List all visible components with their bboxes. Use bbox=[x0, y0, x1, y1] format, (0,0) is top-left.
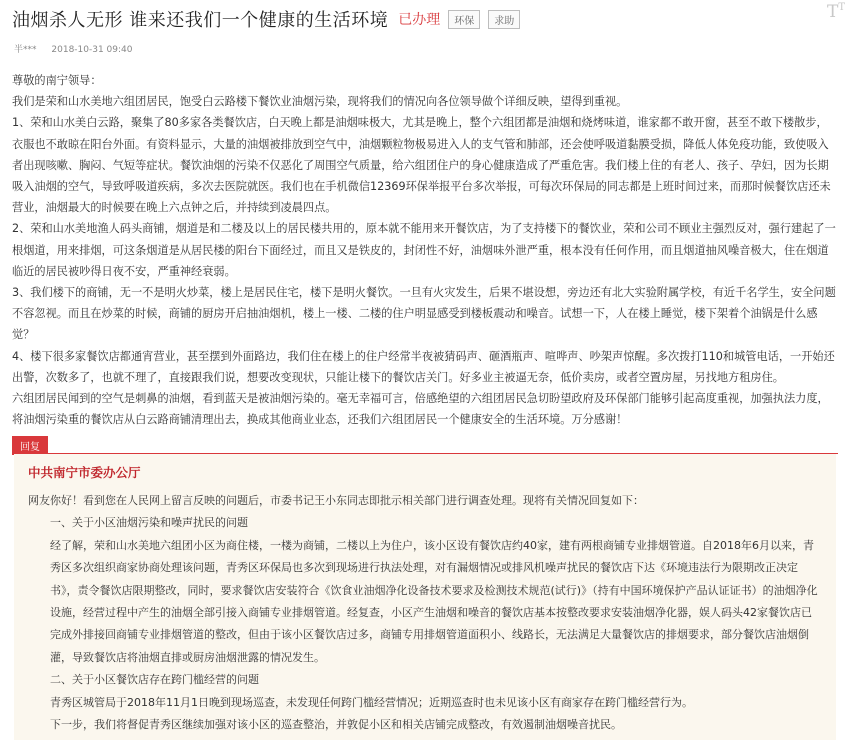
post-meta bbox=[14, 42, 145, 55]
letter-paragraph: 我们是荣和山水美地六组团居民，饱受白云路楼下餐饮业油烟污染，现将我们的情况向各位领导做个详细反映，望得到重视。 bbox=[12, 95, 628, 109]
reply-section bbox=[14, 454, 836, 740]
letter-paragraph: 尊敬的南宁领导： bbox=[12, 74, 102, 87]
reply-paragraph: 下一步，我们将督促青秀区继续加强对该小区的巡查整治，并敦促小区和相关店铺完成整改，有效遏制油烟噪音扰民。 bbox=[50, 718, 622, 732]
font-size-icon[interactable]: $T^T$ bbox=[826, 2, 845, 22]
reply-tab: 回复 bbox=[12, 436, 48, 455]
reply-paragraph: 经了解，荣和山水美地六组团小区为商住楼，一楼为商铺，二楼以上为住户，该小区设有餐饮店约40家，建有两根商铺专业排烟管道。自2018年6月以来，青秀区多次组织商家协商处理该问题，青秀区环保局也多次到现场进行执法处理，对有漏烟情况或排风机噪声扰民的餐饮店下达《环境违法行为限期改正决定书》，责令餐饮店限期整改，同时，要求餐饮店安装符合《饮食业油烟净化设备技术要求及检测技术规范(试行)》（持有中国环境保护产品认证证书）的油烟净化设施，经营过程中产生的油烟全部引接入商铺专业排烟管道。经复查，小区产生油烟和噪音的餐饮店基本按整改要求安装油烟净化器，娱人码头42家餐饮店已完成外排接回商铺专业排烟管道的整改，但由于该小区餐饮店过多，商铺专用排烟管道面积小、线路长，无法满足大量餐饮店的排烟要求，部分餐饮店油烟倒灌，导致餐饮店将油烟直排或厨房油烟泄露的情况发生。 bbox=[50, 538, 818, 664]
author-name: 半*** bbox=[14, 45, 37, 55]
letter-paragraph: 3、我们楼下的商铺，无一不是明火炒菜，楼上是居民住宅，楼下是明火餐饮。一旦有火灾发生，后果不堪设想，旁边还有北大实验附属学校，有近千名学生，安全问题不容忽视。而且在炒菜的时候，商铺的厨房开启抽油烟机，楼上一楼、二楼的住户明显感受到楼板震动和噪音。试想一下，人在楼上睡觉，楼下架着个油锅是什么感觉？ bbox=[12, 286, 836, 342]
reply-paragraph: 青秀区城管局于2018年11月1日晚到现场巡查，未发现任何跨门槛经营情况；近期巡查时也未见该小区有商家存在跨门槛经营行为。 bbox=[50, 695, 693, 709]
letter-paragraph: 1、荣和山水美白云路，聚集了80多家各类餐饮店，白天晚上都是油烟味极大，尤其是晚上，整个六组团都是油烟和烧烤味道，谁家都不敢开窗，甚至不敢下楼散步，衣服也不敢晾在阳台外面。有资料显示，大量的油烟被排放到空气中，油烟颗粒物极易进入人的支气管和肺部，还会使呼吸道黏膜受损，降低人体免疫功能，致使吸入者出现咳嗽、胸闷、气短等症状。餐饮油烟的污染不仅恶化了周围空气质量，给六组团住户的身心健康造成了严重危害。我们楼上住的有老人、孩子、孕妇，因为长期吸入油烟的空气，导致呼吸道疾病，多次去医院就医。我们也在手机微信12369环保举报平台多次举报，可每次环保局的同志都是上班时间过来，而那时候餐饮店还未营业，油烟最大的时候要在晚上六点钟之后，并持续到凌晨四点。 bbox=[12, 116, 831, 215]
post-header bbox=[12, 6, 839, 32]
font-size-label: T bbox=[826, 2, 839, 22]
letter-paragraph: 4、楼下很多家餐饮店都通宵营业，甚至摆到外面路边，我们住在楼上的住户经常半夜被猜码声、砸酒瓶声、喧哗声、吵架声惊醒。多次拨打110和城管电话，一开始还出警，次数多了，也就不理了，直接跟我们说，想要改变现状，只能让楼下的餐饮店关门。好多业主被逼无奈，低价卖房，或者空置房屋，另找地方租房住。 bbox=[12, 349, 835, 384]
post-datetime: 2018-10-31 09:40 bbox=[51, 45, 133, 55]
reply-heading: 一、关于小区油烟污染和噪声扰民的问题 bbox=[50, 516, 248, 530]
reply-body bbox=[28, 490, 820, 736]
letter-paragraph: 2、荣和山水美地渔人码头商铺，烟道是和二楼及以上的居民楼共用的，原本就不能用来开餐饮店，为了支持楼下的餐饮业，荣和公司不顾业主强烈反对，强行建起了一根烟道，用来排烟，可这条烟道是从居民楼的阳台下面经过，而且又是铁皮的，封闭性不好，油烟味外泄严重，根本没有任何作用，而且烟道抽风噪音极大，住在烟道临近的居民被吵得日夜不安，严重神经衰弱。 bbox=[12, 222, 836, 278]
reply-paragraph: 网友你好！看到您在人民网上留言反映的问题后，市委书记王小东同志即批示相关部门进行调查处理。现将有关情况回复如下： bbox=[28, 494, 644, 507]
letter-paragraph: 六组团居民闻到的空气是刺鼻的油烟，看到蓝天是被油烟污染的。毫无幸福可言，倍感绝望的六组团居民急切盼望政府及环保部门能够引起高度重视，加强执法力度，将油烟污染重的餐饮店从白云路商铺清理出去，换成其他商业业态，还我们六组团居民一个健康安全的生活环境。万分感谢！ bbox=[12, 392, 829, 427]
letter-body bbox=[12, 70, 838, 430]
post-title: 油烟杀人无形 谁来还我们一个健康的生活环境 bbox=[12, 10, 389, 31]
tag-help[interactable]: 求助 bbox=[488, 10, 520, 29]
reply-heading: 二、关于小区餐饮店存在跨门槛经营的问题 bbox=[50, 673, 259, 687]
status-badge: 已办理 bbox=[398, 12, 441, 28]
reply-office: 中共南宁市委办公厅 bbox=[28, 465, 141, 480]
tag-environment[interactable]: 环保 bbox=[448, 10, 480, 29]
